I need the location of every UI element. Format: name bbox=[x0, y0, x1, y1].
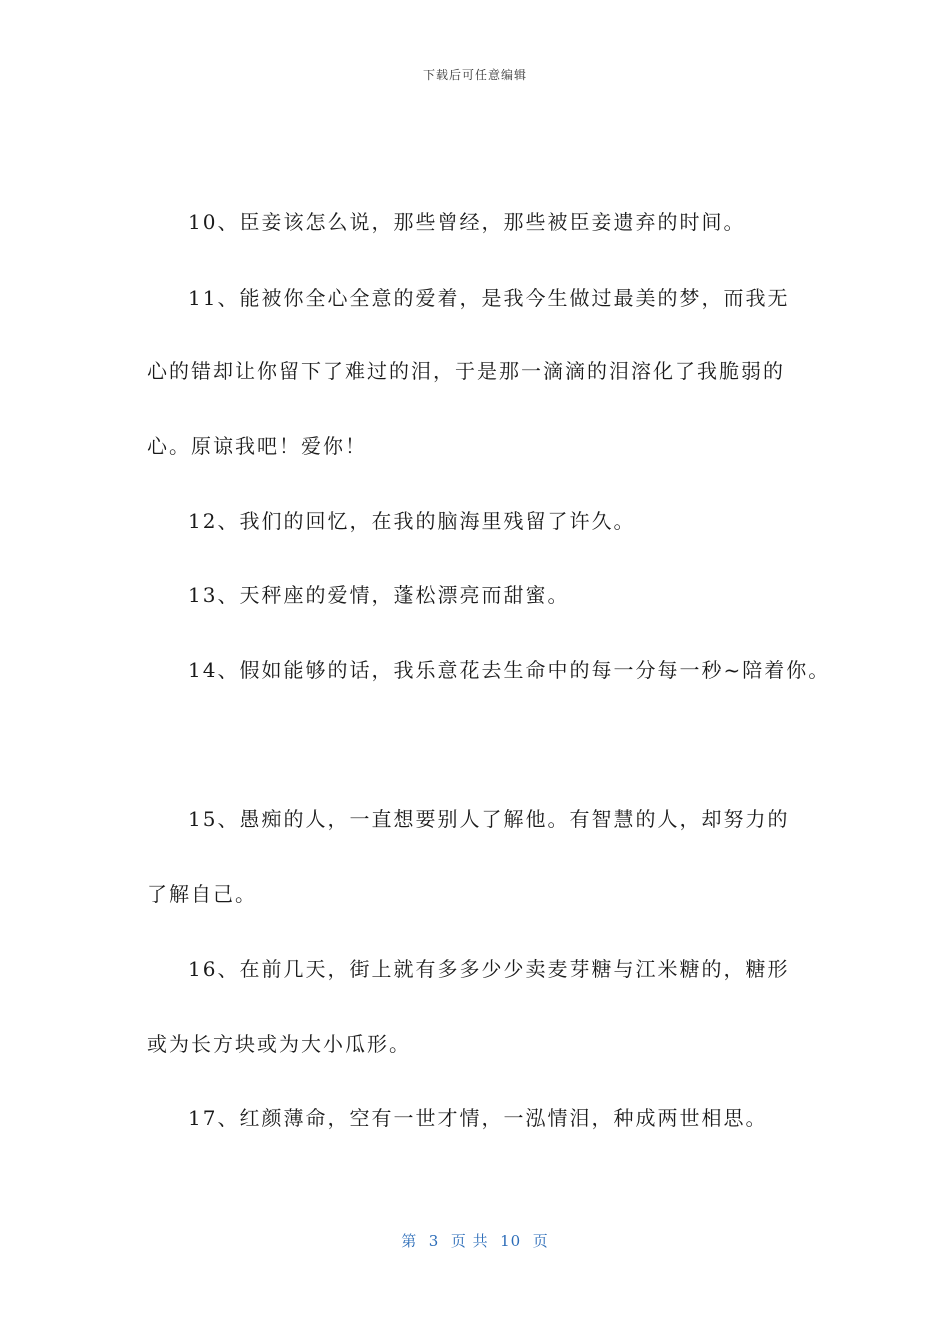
paragraph-line: 16、在前几天，街上就有多多少少卖麦芽糖与江米糖的，糖形 bbox=[188, 957, 790, 981]
paragraph-line: 17、红颜薄命，空有一世才情，一泓情泪，种成两世相思。 bbox=[188, 1106, 768, 1130]
paragraph-line: 13、天秤座的爱情，蓬松漂亮而甜蜜。 bbox=[188, 583, 570, 607]
paragraph-line: 心。原谅我吧！爱你！ bbox=[147, 434, 367, 458]
page-header: 下载后可任意编辑 bbox=[422, 68, 527, 82]
paragraph-line: 10、臣妾该怎么说，那些曾经，那些被臣妾遗弃的时间。 bbox=[188, 210, 746, 234]
paragraph-line: 了解自己。 bbox=[147, 882, 257, 906]
paragraph-line: 11、能被你全心全意的爱着，是我今生做过最美的梦，而我无 bbox=[188, 286, 790, 310]
page-number-footer: 第 3 页 共 10 页 bbox=[401, 1232, 549, 1250]
paragraph-line: 15、愚痴的人，一直想要别人了解他。有智慧的人，却努力的 bbox=[188, 807, 790, 831]
paragraph-line: 心的错却让你留下了难过的泪，于是那一滴滴的泪溶化了我脆弱的 bbox=[147, 359, 785, 383]
paragraph-line: 14、假如能够的话，我乐意花去生命中的每一分每一秒~陪着你。 bbox=[188, 658, 831, 682]
paragraph-line: 12、我们的回忆，在我的脑海里残留了许久。 bbox=[188, 509, 636, 533]
paragraph-line: 或为长方块或为大小瓜形。 bbox=[147, 1032, 411, 1056]
